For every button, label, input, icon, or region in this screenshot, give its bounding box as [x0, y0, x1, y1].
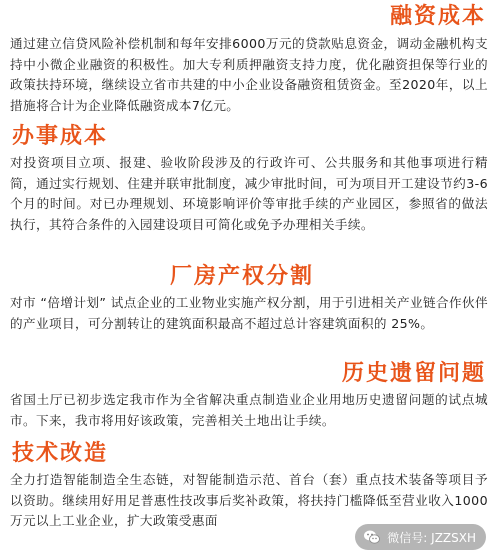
section-text-legacy-issues: 省国土厅已初步选定我市作为全省解决重点制造业企业用地历史遗留问题的试点城市。下来，我市将用好该政策，完善相关土地出让手续。	[10, 392, 488, 428]
section-heading-tech-upgrade: 技术改造	[12, 441, 109, 466]
wechat-watermark	[355, 524, 486, 550]
section-text-financing-cost: 通过建立信贷风险补偿机制和每年安排6000万元的贷款贴息资金，调动金融机构支持中小微企业融资的积极性。加大专利质押融资支持力度，优化融资担保等行业的政策扶持环境，继续设立省市共建的中小企业设备融资租赁资金。至2020年，以上措施将合计为企业降低融资成本7亿元。	[10, 36, 488, 113]
section-heading-financing-cost: 融资成本	[389, 4, 486, 29]
section-heading-admin-cost: 办事成本	[12, 124, 109, 149]
wechat-icon	[363, 528, 381, 546]
wechat-id-label: 微信号: JZZSXH	[387, 530, 476, 545]
section-text-property-division: 对市 “倍增计划” 试点企业的工业物业实施产权分割，用于引进相关产业链合作伙伴的产业项目，可分割转让的建筑面积最高不超过总计容建筑面积的 25%。	[10, 295, 488, 331]
section-heading-property-division: 厂房产权分割	[170, 264, 315, 289]
section-text-tech-upgrade: 全力打造智能制造全生态链，对智能制造示范、首台（套）重点技术装备等项目予以资助。继续用好用足普惠性技改事后奖补政策，将扶持门槛降低至营业收入1000 万元以上工业企业，扩大政策受惠面	[10, 472, 488, 528]
section-text-admin-cost: 对投资项目立项、报建、验收阶段涉及的行政许可、公共服务和其他事项进行精简，通过实行规划、住建并联审批制度，减少审批时间，可为项目开工建设节约3-6个月的时间。对已办理规划、环境影响评价等审批手续的产业园区，参照省的做法执行，其符合条件的入园建设项目可简化或免予办理相关手续。	[10, 155, 488, 232]
section-heading-legacy-issues: 历史遗留问题	[341, 361, 486, 386]
